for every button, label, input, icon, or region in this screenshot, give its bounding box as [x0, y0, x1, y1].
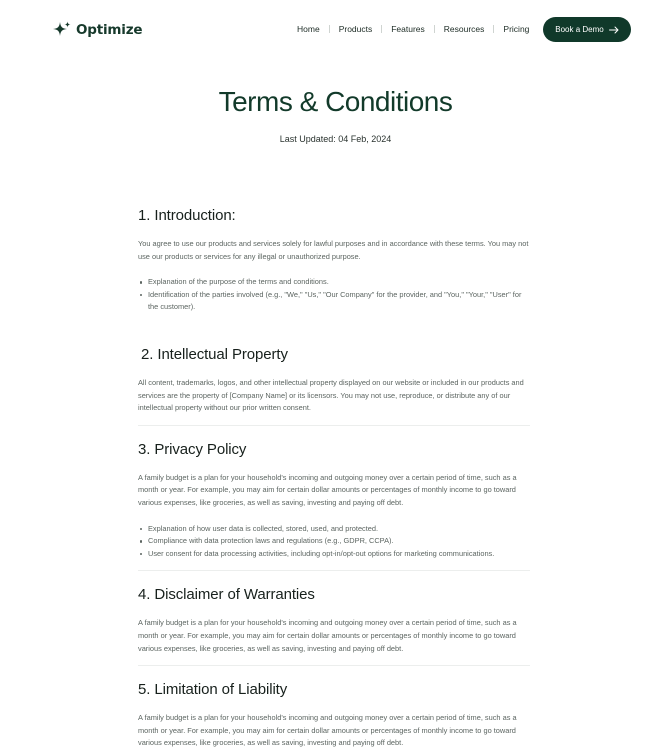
- section-intellectual-property: [138, 346, 530, 415]
- section-divider: [138, 665, 530, 666]
- bullet-item: Explanation of how user data is collected, stored, used, and protected.: [138, 523, 530, 536]
- nav-item-pricing[interactable]: Pricing: [503, 24, 530, 34]
- section-introduction: [138, 207, 530, 314]
- bullet-item: Explanation of the purpose of the terms and conditions.: [138, 276, 530, 289]
- section-title: 1. Introduction:: [138, 207, 236, 224]
- top-navigation: [0, 0, 671, 60]
- section-disclaimer-of-warranties: [138, 586, 530, 655]
- bullet-item: User consent for data processing activities, including opt-in/opt-out options for marketing communications.: [138, 548, 530, 561]
- section-bullets: [138, 276, 530, 314]
- section-privacy-policy: [138, 441, 530, 561]
- nav-item-resources[interactable]: Resources: [443, 24, 485, 34]
- main-menu: [288, 23, 538, 35]
- last-updated: Last Updated: 04 Feb, 2024: [279, 134, 392, 144]
- terms-content: [138, 207, 530, 748]
- book-demo-label: Book a Demo: [555, 25, 604, 34]
- nav-item-home[interactable]: Home: [297, 24, 320, 34]
- bullet-item: Identification of the parties involved (e.g., "We," "Us," "Our Company" for the provider, and "You," "Your," "User" for the customer).: [138, 289, 530, 314]
- section-paragraph: A family budget is a plan for your household's incoming and outgoing money over a certain period of time, such as a month or year. For example, you may aim for certain dollar amounts or percentages of monthly income to go toward various expenses, like groceries, as well as saving, investing and paying off debt.: [138, 472, 517, 507]
- bullet-item: Compliance with data protection laws and regulations (e.g., GDPR, CCPA).: [138, 535, 530, 548]
- arrow-right-icon: [609, 26, 619, 34]
- section-divider: [138, 570, 530, 571]
- section-title: 5. Limitation of Liability: [138, 681, 288, 699]
- section-bullets: [138, 523, 530, 561]
- section-paragraph: A family budget is a plan for your household's incoming and outgoing money over a certain period of time, such as a month or year. For example, you may aim for certain dollar amounts or percentages of monthly income to go toward various expenses, like groceries, as well as saving, investing and paying off debt.: [138, 618, 517, 653]
- spacer: [138, 314, 530, 346]
- logo-text: Optimize: [76, 22, 143, 38]
- section-paragraph: A family budget is a plan for your household's incoming and outgoing money over a certain period of time, such as a month or year. For example, you may aim for certain dollar amounts or percentages of monthly income to go toward various expenses, like groceries, as well as saving, investing and paying off debt.: [138, 713, 517, 748]
- brand-logo[interactable]: [52, 20, 142, 40]
- section-paragraph: You agree to use our products and services solely for lawful purposes and in accordance with these terms. You may not use our products or services for any illegal or unauthorized purpose.: [138, 239, 529, 261]
- nav-item-features[interactable]: Features: [391, 24, 425, 34]
- section-paragraph: All content, trademarks, logos, and other intellectual property displayed on our website or included in our products and services are the property of [Company Name] or its licensors. You may not use, reproduce, or distribute any of our intellectual property without our prior written consent.: [138, 377, 524, 413]
- section-title: 3. Privacy Policy: [138, 440, 247, 458]
- nav-item-products[interactable]: Products: [338, 24, 373, 34]
- section-title: 2. Intellectual Property: [141, 345, 288, 363]
- section-limitation-of-liability: [138, 681, 530, 748]
- section-title: 4. Disclaimer of Warranties: [138, 586, 315, 604]
- page-title: Terms & Conditions: [218, 86, 453, 117]
- section-divider: [138, 425, 530, 426]
- sparkle-icon: [52, 20, 72, 40]
- book-demo-button[interactable]: [543, 17, 631, 42]
